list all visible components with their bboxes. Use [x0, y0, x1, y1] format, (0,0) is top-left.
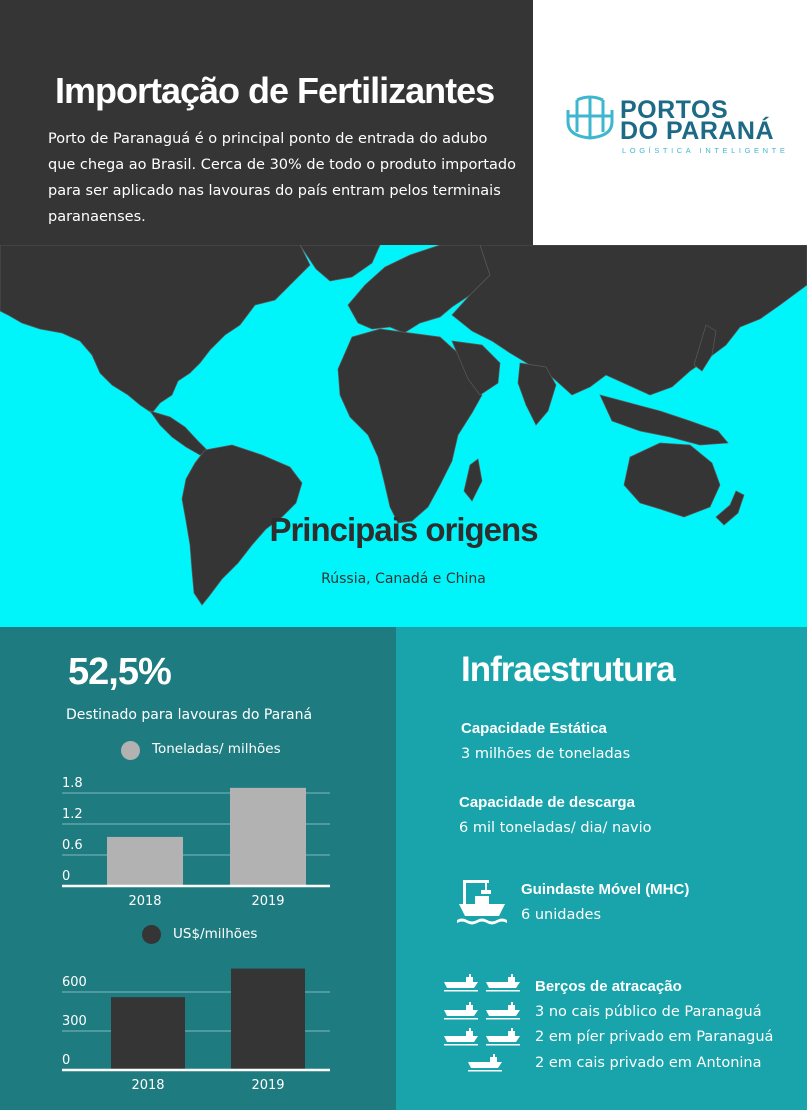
berth-item-3: 2 em cais privado em Antonina — [535, 1055, 762, 1071]
big-percent: 52,5% — [68, 651, 171, 693]
ship-icon — [468, 1054, 502, 1072]
logo-text-line2: DO PARANÁ — [620, 117, 775, 145]
logo-tagline: LOGÍSTICA INTELIGENTE — [622, 146, 789, 155]
berth-item-2: 2 em píer privado em Paranaguá — [535, 1029, 774, 1045]
world-map — [0, 245, 807, 627]
legend-dot-usd — [142, 925, 161, 944]
crane-ship-icon — [457, 876, 509, 926]
bar-2019 — [230, 788, 306, 886]
y-tick-label: 0.6 — [62, 838, 83, 853]
x-tick-label: 2018 — [131, 1078, 165, 1093]
crane-value: 6 unidades — [521, 907, 602, 923]
discharge-capacity-value: 6 mil toneladas/ dia/ navio — [459, 820, 652, 836]
y-tick-label: 300 — [62, 1014, 87, 1029]
ship-icon — [486, 974, 520, 992]
infrastructure-title: Infraestrutura — [461, 650, 675, 689]
asia-shape — [452, 245, 807, 395]
ship-icon — [444, 974, 478, 992]
static-capacity-label: Capacidade Estática — [461, 720, 607, 737]
bar-2018 — [111, 997, 185, 1070]
portos-shield-icon — [565, 94, 615, 140]
origins-countries: Rússia, Canadá e China — [321, 571, 486, 587]
percent-description: Destinado para lavouras do Paraná — [66, 707, 313, 723]
ship-icon — [444, 1028, 478, 1046]
berth-ships-icons — [440, 972, 530, 1072]
header-panel — [0, 0, 533, 245]
logo-text-line1: PORTOS — [620, 96, 729, 124]
chart-tonnes — [0, 765, 396, 915]
legend-dot-tonnes — [121, 741, 140, 760]
central-america-shape — [150, 411, 208, 455]
x-tick-label: 2019 — [251, 1078, 285, 1093]
legend-label-tonnes: Toneladas/ milhões — [152, 741, 281, 757]
bar-2018 — [107, 837, 183, 886]
berth-item-1: 3 no cais público de Paranaguá — [535, 1004, 762, 1020]
y-tick-label: 0 — [62, 869, 71, 884]
bar-2019 — [231, 969, 305, 1070]
intro-text: Porto de Paranaguá é o principal ponto de entrada do adubo que chega ao Brasil. Cerca de 30% de todo o produto importado para ser aplicado nas lavouras do país entram pelos terminais paranaenses. — [48, 131, 516, 225]
chart-usd — [0, 955, 396, 1095]
crane-label: Guindaste Móvel (MHC) — [521, 881, 690, 898]
y-tick-label: 1.8 — [62, 776, 83, 791]
greenland-shape — [300, 245, 380, 281]
discharge-capacity-label: Capacidade de descarga — [459, 794, 635, 811]
ship-icon — [486, 1028, 520, 1046]
southeast-asia-shape — [600, 395, 728, 445]
y-tick-label: 600 — [62, 975, 87, 990]
australia-shape — [624, 443, 720, 517]
madagascar-shape — [464, 459, 482, 501]
ship-icon — [486, 1002, 520, 1020]
x-tick-label: 2018 — [128, 894, 162, 909]
page-title: Importação de Fertilizantes — [55, 70, 495, 111]
x-tick-label: 2019 — [251, 894, 285, 909]
ship-icon — [444, 1002, 478, 1020]
y-tick-label: 1.2 — [62, 807, 83, 822]
origins-title: Principais origens — [269, 511, 538, 548]
legend-label-usd: US$/milhões — [173, 926, 258, 942]
static-capacity-value: 3 milhões de toneladas — [461, 746, 631, 762]
world-map-section — [0, 245, 807, 627]
y-tick-label: 0 — [62, 1053, 71, 1068]
berths-label: Berços de atracação — [535, 978, 682, 995]
north-america-shape — [0, 245, 310, 413]
